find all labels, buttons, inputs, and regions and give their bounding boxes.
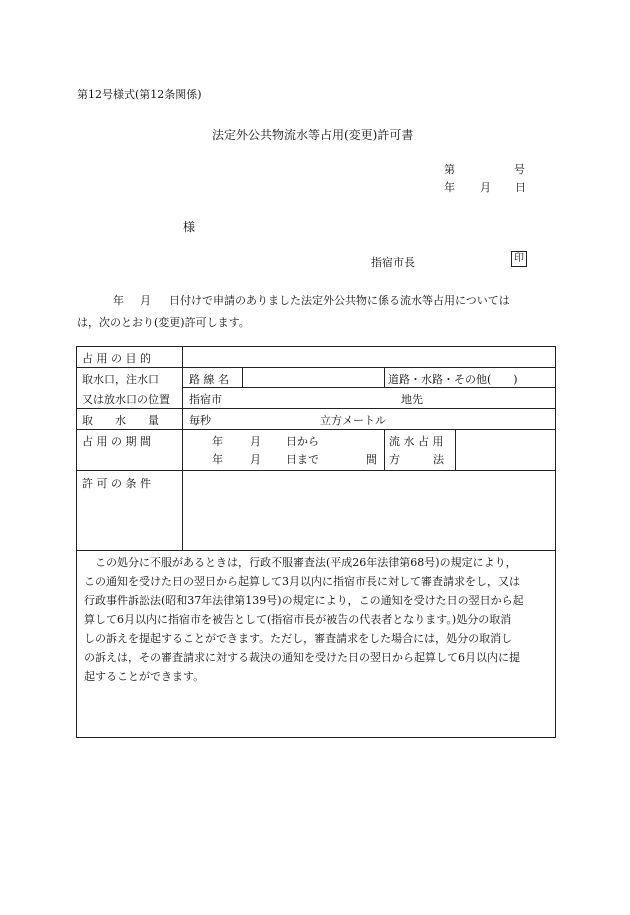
- city-name: 指宿市: [189, 393, 222, 406]
- table-rule: [455, 429, 456, 470]
- location-label-line2: 又は放水口の位置: [82, 393, 170, 406]
- intro-paragraph: [77, 290, 559, 334]
- appeal-notice-line: しの訴えを提起することができます。ただし，審査請求をした場合には，処分の取消し: [84, 632, 513, 645]
- form-number-label: 第12号様式(第12条関係): [77, 88, 202, 101]
- road-type-options: 道路・水路・その他( ): [388, 373, 518, 386]
- per-second-label: 毎秒: [189, 414, 211, 427]
- addressee-honorific: 様: [183, 220, 196, 234]
- appeal-notice-line: 起することができます。: [84, 670, 205, 683]
- table-rule: [76, 408, 556, 409]
- period-to-day: 日まで: [286, 453, 319, 466]
- period-from-day: 日から: [286, 435, 319, 448]
- water-volume-label: 取 水 量: [82, 414, 159, 427]
- period-from-month: 月: [250, 435, 261, 448]
- method-label-line1: 流 水 占 用: [389, 435, 444, 448]
- chisaki-label: 地先: [401, 393, 423, 406]
- purpose-label: 占 用 の 目 的: [82, 352, 151, 365]
- appeal-notice-line: この通知を受けた日の翌日から起算して3月以内に指宿市長に対して審査請求をし，又は: [84, 575, 520, 588]
- issuer-name: 指宿市長: [371, 256, 415, 269]
- route-name-label: 路 線 名: [189, 373, 229, 386]
- document-number-prefix: 第: [444, 163, 455, 176]
- appeal-notice: [84, 553, 550, 686]
- appeal-notice-line: この処分に不服があるときは，行政不服審査法(平成26年法律第68号)の規定により，: [84, 556, 517, 569]
- table-rule: [76, 367, 556, 368]
- period-from-year: 年: [212, 435, 223, 448]
- location-label-line1: 取水口，注水口: [82, 373, 159, 386]
- intro-text-line2: は，次のとおり(変更)許可します。: [77, 316, 250, 329]
- appeal-notice-line: の訴えは，その審査請求に対する裁決の通知を受けた日の翌日から起算して6月以内に提: [84, 651, 520, 664]
- table-rule: [384, 429, 385, 470]
- table-rule: [76, 429, 556, 430]
- table-rule: [76, 550, 556, 551]
- seal-mark: 印: [511, 251, 527, 267]
- appeal-notice-line: 算して6月以内に指宿市を被告として(指宿市長が被告の代表者となります。)処分の取消: [84, 613, 512, 626]
- issue-date-month: 月: [480, 181, 491, 194]
- intro-text-line1: 日付けで申請のありました法定外公共物に係る流水等占用については: [169, 294, 510, 307]
- document-title: 法定外公共物流水等占用(変更)許可書: [212, 128, 414, 142]
- method-label-line2: 方 法: [389, 453, 444, 466]
- period-to-month: 月: [250, 453, 261, 466]
- intro-month: 月: [140, 294, 151, 307]
- conditions-label: 許 可 の 条 件: [82, 477, 151, 490]
- table-rule: [384, 367, 385, 387]
- appeal-notice-line: 行政事件訴訟法(昭和37年法律第139号)の規定により，この通知を受けた日の翌日から起: [84, 594, 524, 607]
- period-to-year: 年: [212, 453, 223, 466]
- document-number-suffix: 号: [514, 163, 525, 176]
- volume-unit: 立方メートル: [320, 414, 386, 427]
- period-days-label: 間: [366, 453, 377, 466]
- issue-date-day: 日: [515, 181, 526, 194]
- issue-date-year: 年: [444, 181, 455, 194]
- intro-year: 年: [113, 294, 124, 307]
- table-rule: [242, 367, 243, 387]
- table-rule: [76, 470, 556, 471]
- period-label: 占 用 の 期 間: [82, 435, 151, 448]
- table-rule: [182, 387, 556, 388]
- table-rule: [182, 346, 183, 550]
